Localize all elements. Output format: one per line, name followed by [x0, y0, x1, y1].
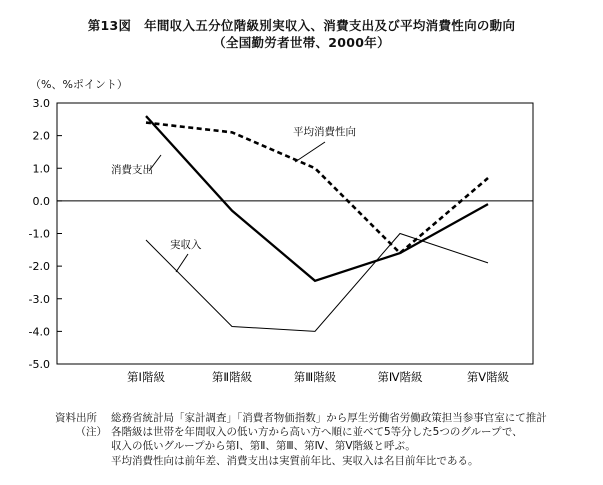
x-tick-label: 第Ⅰ階級 — [127, 370, 165, 384]
note-line-1: 各階級は世帯を年間収入の低い方から高い方へ順に並べて5等分した5つのグループで、 — [111, 426, 523, 439]
y-tick-label: 3.0 — [32, 97, 50, 110]
series-label-3: 実収入 — [170, 239, 202, 251]
y-tick-label: 2.0 — [32, 129, 50, 143]
note-indent — [55, 439, 111, 453]
x-tick-label: 第Ⅱ階級 — [211, 370, 253, 384]
y-tick-label: -2.0 — [28, 260, 50, 274]
y-tick-label: 0.0 — [32, 194, 50, 208]
x-tick-label: 第Ⅲ階級 — [293, 370, 337, 384]
note-indent — [55, 454, 111, 468]
y-tick-label: -1.0 — [28, 227, 50, 241]
note-row-3 — [55, 454, 547, 468]
series-label-1: 平均消費性向 — [293, 126, 356, 138]
series-line-2 — [146, 116, 488, 281]
notes-block — [55, 411, 547, 468]
unit-label: （%、%ポイント） — [30, 78, 128, 91]
source-label: 資料出所 — [55, 412, 97, 424]
note-row — [55, 425, 547, 439]
series-labels — [111, 125, 356, 272]
y-tick-label: 1.0 — [32, 162, 50, 176]
series-label-leader — [295, 142, 325, 162]
chart-title: 第13図 年間収入五分位階級別実収入、消費支出及び平均消費性向の動向 — [87, 18, 516, 33]
axes — [29, 97, 533, 384]
chart-subtitle: （全国勤労者世帯、2000年） — [213, 35, 390, 50]
source-text: 総務省統計局「家計調査」「消費者物価指数」から厚生労働省労働政策担当参事官室にて推計 — [111, 412, 547, 424]
series-lines — [146, 116, 488, 331]
series-label-2: 消費支出 — [111, 164, 153, 176]
note-line-2: 収入の低いグループから第Ⅰ、第Ⅱ、第Ⅲ、第Ⅳ、第Ⅴ階級と呼ぶ。 — [111, 440, 416, 453]
y-tick-label: -4.0 — [28, 325, 50, 339]
note-label: （注） — [75, 426, 107, 439]
x-tick-label: 第Ⅳ階級 — [377, 370, 423, 384]
y-tick-label: -3.0 — [28, 292, 50, 306]
y-tick-label: -5.0 — [28, 358, 50, 371]
plot-frame — [57, 103, 533, 364]
x-tick-label: 第Ⅴ階級 — [466, 370, 510, 384]
note-row-2 — [55, 439, 547, 453]
series-label-leader — [176, 254, 188, 272]
source-row — [55, 411, 547, 425]
note-line-3: 平均消費性向は前年差、消費支出は実質前年比、実収入は名目前年比である。 — [111, 454, 479, 467]
